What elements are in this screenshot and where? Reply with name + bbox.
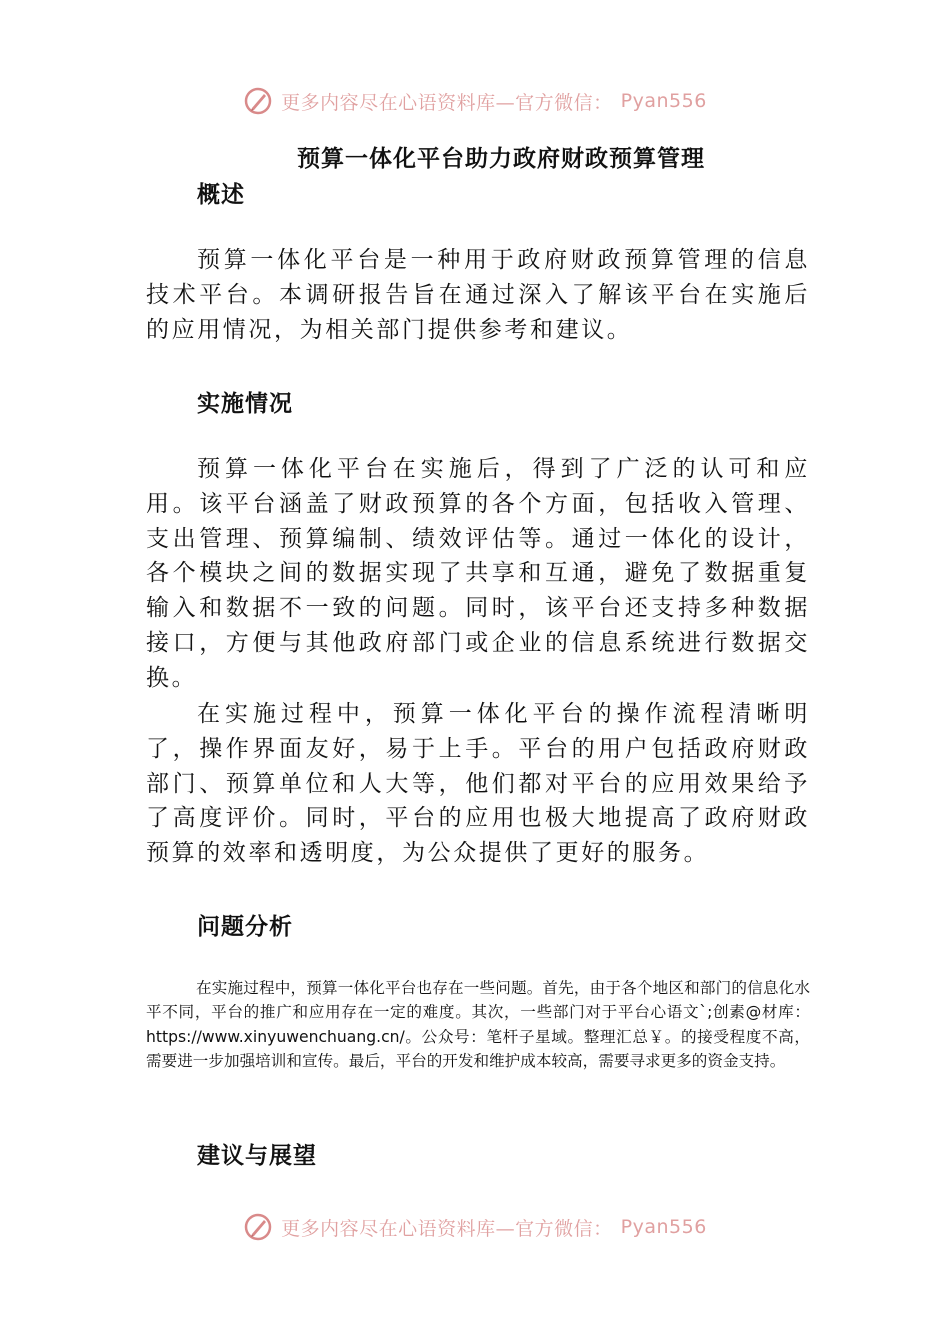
watermark-text: 更多内容尽在心语资料库—官方微信： xyxy=(281,91,613,114)
heading-problems: 问题分析 xyxy=(197,913,293,940)
watermark-footer xyxy=(0,1212,950,1242)
paragraph-overview: 预算一体化平台是一种用于政府财政预算管理的信息技术平台。本调研报告旨在通过深入了解该平台在实施后的应用情况，为相关部门提供参考和建议。 xyxy=(146,247,810,343)
watermark-wechat-id: Pyan556 xyxy=(620,1216,707,1238)
paragraph-problems: 在实施过程中，预算一体化平台也存在一些问题。首先，由于各个地区和部门的信息化水平不同，平台的推广和应用存在一定的难度。其次，一些部门对于平台心语文`;创素@材库：https://www.xinyuwenchuang.cn/。公众号：笔杆子星域。整理汇总￥。的接受程度不高，需要进一步加强培训和宣传。最后，平台的开发和维护成本较高，需要寻求更多的资金支持。 xyxy=(146,979,810,1070)
paragraph-implementation-2: 在实施过程中，预算一体化平台的操作流程清晰明了，操作界面友好，易于上手。平台的用户包括政府财政部门、预算单位和人大等，他们都对平台的应用效果给予了高度评价。同时，平台的应用也极大地提高了政府财政预算的效率和透明度，为公众提供了更好的服务。 xyxy=(146,701,810,867)
heading-implementation: 实施情况 xyxy=(197,390,293,417)
paragraph-implementation-1: 预算一体化平台在实施后，得到了广泛的认可和应用。该平台涵盖了财政预算的各个方面，包括收入管理、支出管理、预算编制、绩效评估等。通过一体化的设计，各个模块之间的数据实现了共享和互通，避免了数据重复输入和数据不一致的问题。同时，该平台还支持多种数据接口，方便与其他政府部门或企业的信息系统进行数据交换。 xyxy=(146,456,810,691)
watermark-header xyxy=(0,86,950,116)
watermark-wechat-id: Pyan556 xyxy=(620,90,707,112)
heading-overview: 概述 xyxy=(197,181,245,208)
pen-logo-icon xyxy=(243,86,273,116)
pen-logo-icon xyxy=(243,1212,273,1242)
heading-suggestions: 建议与展望 xyxy=(197,1142,317,1169)
document-title: 预算一体化平台助力政府财政预算管理 xyxy=(297,145,705,172)
watermark-text: 更多内容尽在心语资料库—官方微信： xyxy=(281,1217,613,1240)
